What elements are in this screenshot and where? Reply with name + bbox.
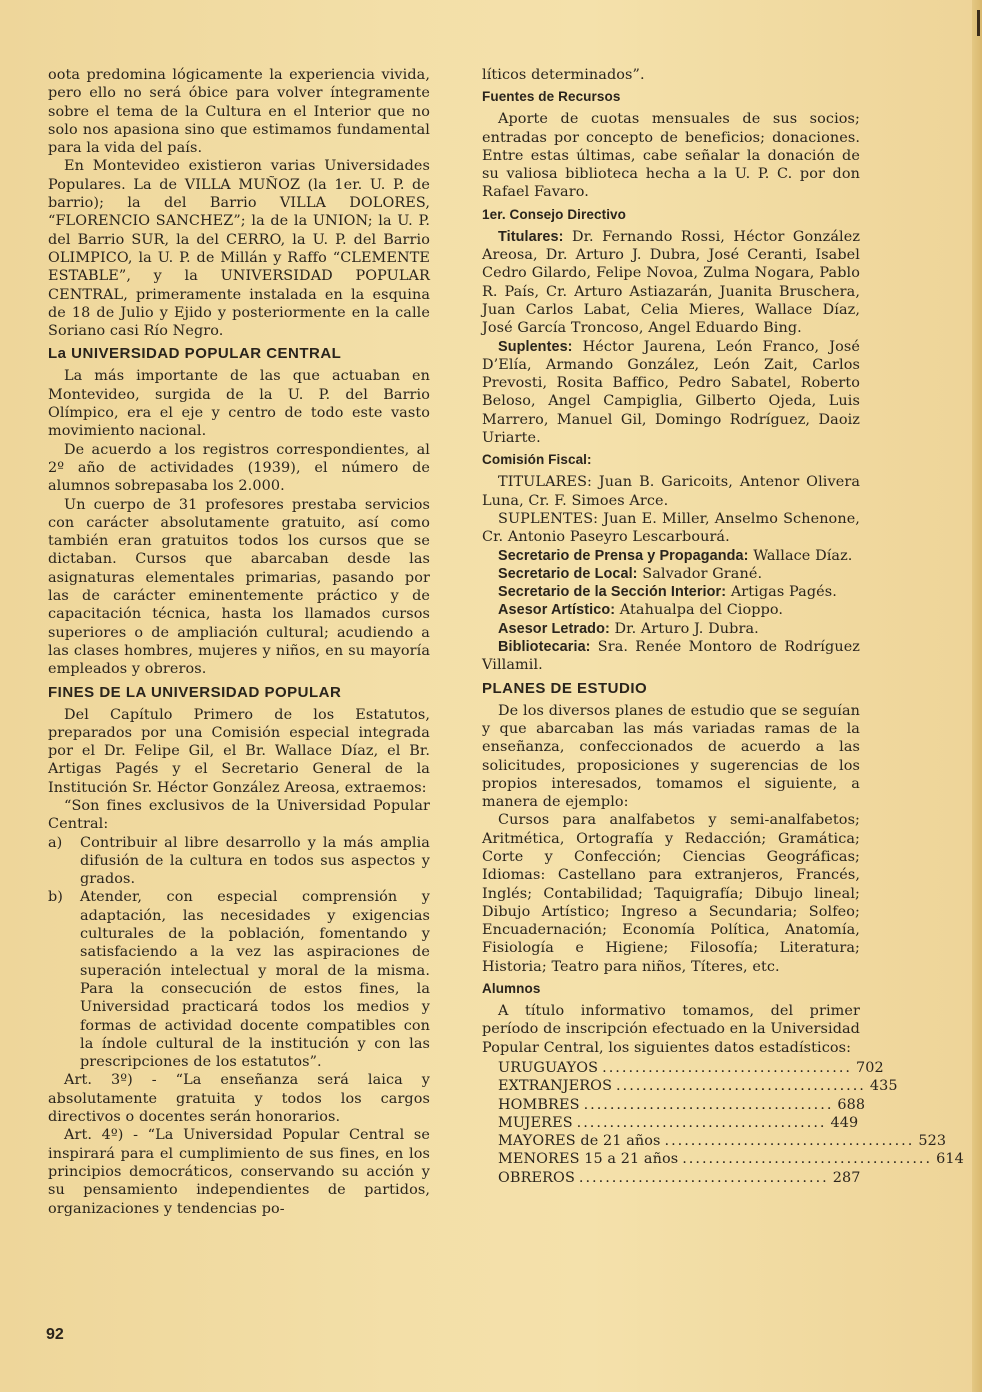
list-item-text: Atender, con especial comprensión y adaptación, las necesidades y exigencias culturales de la población, fomentando y satisfaciendo a la vez las aspiraciones de superación intelectual y moral de la misma. Para la consecución de estos fines, la Universidad practicará todos los medios y formas de actividad docente compatibles con la índole cultural de la institución y con las prescripciones de los estatutos”. <box>80 889 430 1071</box>
role-text: Sra. Renée Montoro de Rodríguez Villamil. <box>482 639 860 674</box>
paragraph: De acuerdo a los registros correspondientes, al 2º año de actividades (1939), el número de alumnos sobrepasaba los 2.000. <box>48 441 430 495</box>
role-paragraph <box>482 583 860 601</box>
role-paragraph <box>482 601 860 619</box>
suplentes-text: Héctor Jaurena, León Franco, José D’Elía, Armando González, León Zait, Carlos Prevosti, Rosita Baffico, Pedro Sabatel, Roberto Beloso, Angel Campiglia, Gilberto Ojeda, Luis Marrero, Manuel Gil, Domingo Rodríguez, Daoiz Uriarte. <box>482 338 860 447</box>
role-text: Wallace Díaz. <box>748 547 853 564</box>
stat-value: 702 <box>855 1059 884 1076</box>
dot-leader: ...................................... <box>576 1114 827 1131</box>
paragraph: SUPLENTES: Juan E. Miller, Anselmo Schenone, Cr. Antonio Paseyro Lescarbourá. <box>482 510 860 546</box>
role-text: Salvador Grané. <box>637 565 763 582</box>
paragraph: TITULARES: Juan B. Garicoits, Antenor Olivera Luna, Cr. F. Simoes Arce. <box>482 474 860 509</box>
dot-leader: ...................................... <box>578 1169 829 1186</box>
role-text: Dr. Arturo J. Dubra. <box>609 620 759 637</box>
titulares-text: Dr. Fernando Rossi, Héctor González Areosa, Dr. Arturo J. Dubra, José Ceranti, Isabel Cedro Gilardo, Felipe Novoa, Zulma Nogara, Pablo R. País, Cr. Arturo Astiazarán, Juanita Bruschera, Juan Carlos Labat, Celia Mieres, Wallace Díaz, José García Troncoso, Angel Eduardo Bing. <box>482 228 860 337</box>
dot-leader: ...................................... <box>682 1151 933 1168</box>
role-paragraph <box>482 620 860 638</box>
dot-leader: ...................................... <box>616 1078 866 1095</box>
section-heading: FINES DE LA UNIVERSIDAD POPULAR <box>48 683 342 701</box>
list-marker: a) <box>48 834 63 851</box>
page-number: 92 <box>46 1326 64 1343</box>
paragraph: De los diversos planes de estudio que se seguían y que abarcaban las más variadas ramas de la enseñanza, confeccionados de acuerdo a las solicitudes, proposiciones y sugerencias de los propios interesados, tomamos el siguiente, a manera de ejemplo: <box>482 702 860 811</box>
left-column <box>48 66 430 1218</box>
edge-mark <box>977 10 980 36</box>
stat-label: MENORES 15 a 21 años <box>498 1151 679 1168</box>
stat-value: 523 <box>918 1133 947 1150</box>
section-heading: Comisión Fiscal: <box>482 452 592 468</box>
paragraph: Aporte de cuotas mensuales de sus socios; entradas por concepto de beneficios; donaciones. Entre estas últimas, cabe señalar la donación de su valiosa biblioteca hecha a la U. P. C. por don Rafael Favaro. <box>482 111 860 201</box>
role-paragraph <box>482 565 860 583</box>
stat-label: HOMBRES <box>498 1096 580 1113</box>
dot-leader: ...................................... <box>602 1059 852 1076</box>
stat-value: 449 <box>830 1114 859 1131</box>
stat-row <box>498 1114 859 1132</box>
stat-row <box>498 1077 898 1095</box>
titulares-label: Titulares: <box>498 228 564 245</box>
stat-row <box>498 1132 947 1150</box>
stat-value: 614 <box>936 1151 964 1168</box>
role-label: Asesor Letrado: <box>498 620 610 637</box>
role-label: Secretario de Local: <box>498 565 638 582</box>
stat-value: 688 <box>837 1096 866 1113</box>
stat-label: EXTRANJEROS <box>498 1078 613 1095</box>
stat-value: 287 <box>832 1169 861 1186</box>
stat-label: MAYORES de 21 años <box>498 1133 661 1150</box>
role-label: Bibliotecaria: <box>498 639 591 656</box>
stat-value: 435 <box>869 1078 898 1095</box>
section-heading: La UNIVERSIDAD POPULAR CENTRAL <box>48 345 342 363</box>
dot-leader: ...................................... <box>664 1133 915 1150</box>
paragraph: En Montevideo existieron varias Universidades Populares. La de VILLA MUÑOZ (la 1er. U. P. de barrio); la del Barrio VILLA DOLORES, “FLORENCIO SANCHEZ”; la de la UNION; la U. P. del Barrio SUR, la del CERRO, la U. P. del Barrio OLIMPICO, la U. P. de Millán y Raffo “CLEMENTE ESTABLE”, y la UNIVERSIDAD POPULAR CENTRAL, primeramente instalada en la esquina de 18 de Julio y Ejido y posteriormente en la calle Soriano casi Río Negro. <box>48 158 430 340</box>
paragraph: líticos determinados”. <box>482 67 645 83</box>
right-column <box>482 66 964 1187</box>
stat-label: MUJERES <box>498 1114 573 1131</box>
section-heading: Fuentes de Recursos <box>482 89 621 105</box>
list-item-text: Contribuir al libre desarrollo y la más amplia difusión de la cultura en todos sus aspectos y grados. <box>80 834 430 888</box>
stat-row <box>498 1096 866 1114</box>
section-heading: Alumnos <box>482 981 541 997</box>
page-edge <box>972 0 982 1392</box>
role-label: Secretario de Prensa y Propaganda: <box>498 547 749 564</box>
list-item <box>48 888 430 1071</box>
stat-label: OBREROS <box>498 1169 575 1186</box>
paragraph: oota predomina lógicamente la experiencia vivida, pero ello no será óbice para volver íntegramente sobre el tema de la Cultura en el Interior que no solo nos apasiona sino que estimamos fundamental para la vida del país. <box>48 67 430 157</box>
paragraph: Del Capítulo Primero de los Estatutos, preparados por una Comisión especial integrada por el Dr. Felipe Gil, el Br. Wallace Díaz, el Br. Artigas Pagés y el Secretario General de la Institución Sr. Héctor González Areosa, extraemos: <box>48 706 430 796</box>
list-marker: b) <box>48 889 64 906</box>
section-heading: PLANES DE ESTUDIO <box>482 679 648 697</box>
paragraph: Art. 3º) - “La enseñanza será laica y absolutamente gratuita y todos los cargos directivos o docentes serán honorarios. <box>48 1072 430 1126</box>
paragraph: La más importante de las que actuaban en Montevideo, surgida de la U. P. del Barrio Olímpico, era el eje y centro de todo este vasto movimiento nacional. <box>48 368 430 440</box>
dot-leader: ...................................... <box>583 1096 834 1113</box>
statistics-table <box>498 1059 964 1187</box>
stat-label: URUGUAYOS <box>498 1059 599 1076</box>
titulares-paragraph <box>482 228 860 338</box>
role-text: Artigas Pagés. <box>726 584 837 601</box>
suplentes-label: Suplentes: <box>498 338 573 355</box>
role-label: Asesor Artístico: <box>498 602 616 619</box>
paragraph: Art. 4º) - “La Universidad Popular Central se inspirará para el cumplimiento de sus fines, en los principios democráticos, conservando su acción y su pensamiento independientes de partidos, organizaciones y tendencias po- <box>48 1127 430 1217</box>
paragraph: A título informativo tomamos, del primer período de inscripción efectuado en la Universidad Popular Central, los siguientes datos estadísticos: <box>482 1003 860 1056</box>
stat-row <box>498 1150 964 1168</box>
paragraph: Cursos para analfabetos y semi-analfabetos; Aritmética, Ortografía y Redacción; Gramática; Corte y Confección; Ciencias Geográficas; Idiomas: Castellano para extranjeros, Francés, Inglés; Contabilidad; Taquigrafía; Dibujo lineal; Dibujo Artístico; Ingreso a Secundaria; Solfeo; Encuadernación; Economía Política, Anatomía, Fisiología e Higiene; Filosofía; Literatura; Historia; Teatro para niños, Títeres, etc. <box>482 812 860 975</box>
role-paragraph <box>482 547 860 565</box>
paragraph: “Son fines exclusivos de la Universidad Popular Central: <box>48 797 430 833</box>
section-heading: 1er. Consejo Directivo <box>482 206 627 222</box>
paragraph: Un cuerpo de 31 profesores prestaba servicios con carácter absolutamente gratuito, así como también eran gratuitos todos los cursos que se dictaban. Cursos que abarcaban desde las asignaturas elementales primarias, pasando por las de carácter eminentemente práctico y de capacitación técnica, hasta los llamados cursos superiores o de ampliación cultural; acudiendo a las clases hombres, mujeres y niños, en su mayoría empleados y obreros. <box>48 496 430 678</box>
list-item <box>48 834 430 889</box>
stat-row <box>498 1059 884 1077</box>
role-paragraph <box>482 638 860 675</box>
role-text: Atahualpa del Cioppo. <box>615 602 784 619</box>
role-label: Secretario de la Sección Interior: <box>498 584 727 601</box>
stat-row <box>498 1169 861 1187</box>
suplentes-paragraph <box>482 338 860 448</box>
